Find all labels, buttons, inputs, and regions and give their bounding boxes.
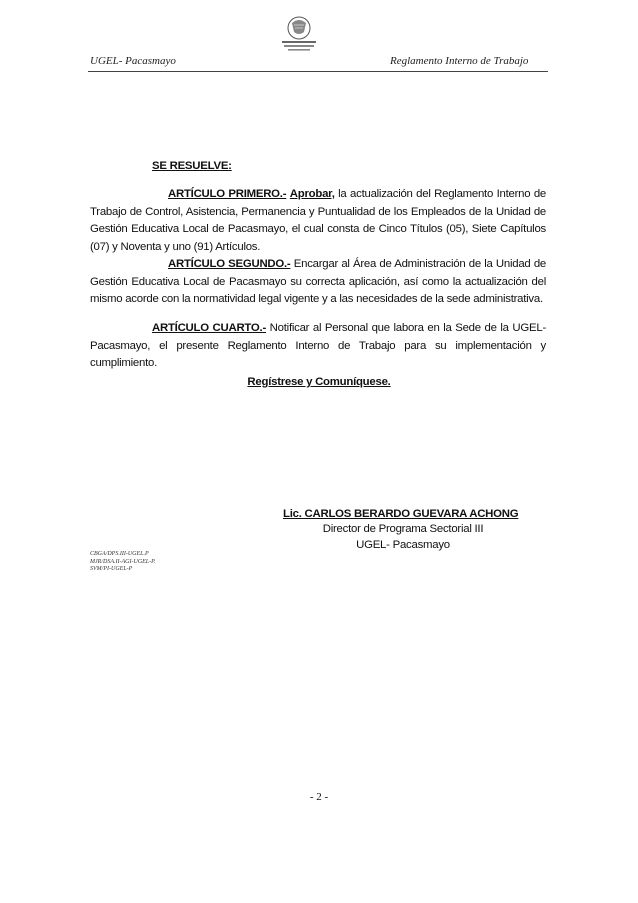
- signatory-name: Lic. CARLOS BERARDO GUEVARA ACHONG: [283, 508, 519, 520]
- initials-line: MJR/DSA.II-AGI-UGEL-P.: [90, 558, 156, 565]
- page-number: - 2 -: [309, 791, 329, 803]
- article-second-text: Encargar al Área de Administración de la Unidad de Gestión Educativa Local de Pacasmayo su correcta aplicación, así como la actualización del mismo acorde con la normatividad legal vigente y a las necesidades de la sede administrativa.: [90, 258, 547, 305]
- article-second-paragraph: [90, 256, 546, 309]
- header-right-text: Reglamento Interno de Trabajo: [390, 55, 529, 67]
- article-first-verb: Aprobar,: [289, 188, 335, 200]
- article-fourth-paragraph: [90, 320, 546, 373]
- signatory-office: UGEL- Pacasmayo: [356, 539, 450, 551]
- article-first-heading: ARTÍCULO PRIMERO.-: [168, 188, 287, 200]
- article-second-heading: ARTÍCULO SEGUNDO.-: [168, 258, 291, 270]
- resolve-heading: SE RESUELVE:: [152, 160, 232, 172]
- reference-initials: [90, 551, 156, 574]
- regional-government-seal-logo: [272, 14, 326, 58]
- article-fourth-heading: ARTÍCULO CUARTO.-: [152, 322, 266, 334]
- header-left-text: UGEL- Pacasmayo: [90, 55, 176, 67]
- article-first-text: la actualización del Reglamento Interno de Trabajo de Control, Asistencia, Permanencia y Puntualidad de los Empleados de la Unidad de Gestión Educativa Local de Pacasmayo, el cual consta de Cinco Títulos (05), Siete Capítulos (07) y Noventa y uno (91) Artículos.: [90, 188, 546, 253]
- article-first-paragraph: [90, 186, 546, 256]
- initials-line: SVM/PI-UGEL-P: [90, 566, 133, 572]
- signatory-title: Director de Programa Sectorial III: [322, 523, 484, 535]
- initials-line: CBGA/DPS.III-UGEL.P: [90, 551, 149, 557]
- article-fourth-text: Notificar al Personal que labora en la Sede de la UGEL-Pacasmayo, el presente Reglamento Interno de Trabajo para su implementación y cumplimiento.: [90, 322, 546, 369]
- header-rule: [88, 71, 548, 72]
- closing-formula: Regístrese y Comuníquese.: [247, 376, 391, 388]
